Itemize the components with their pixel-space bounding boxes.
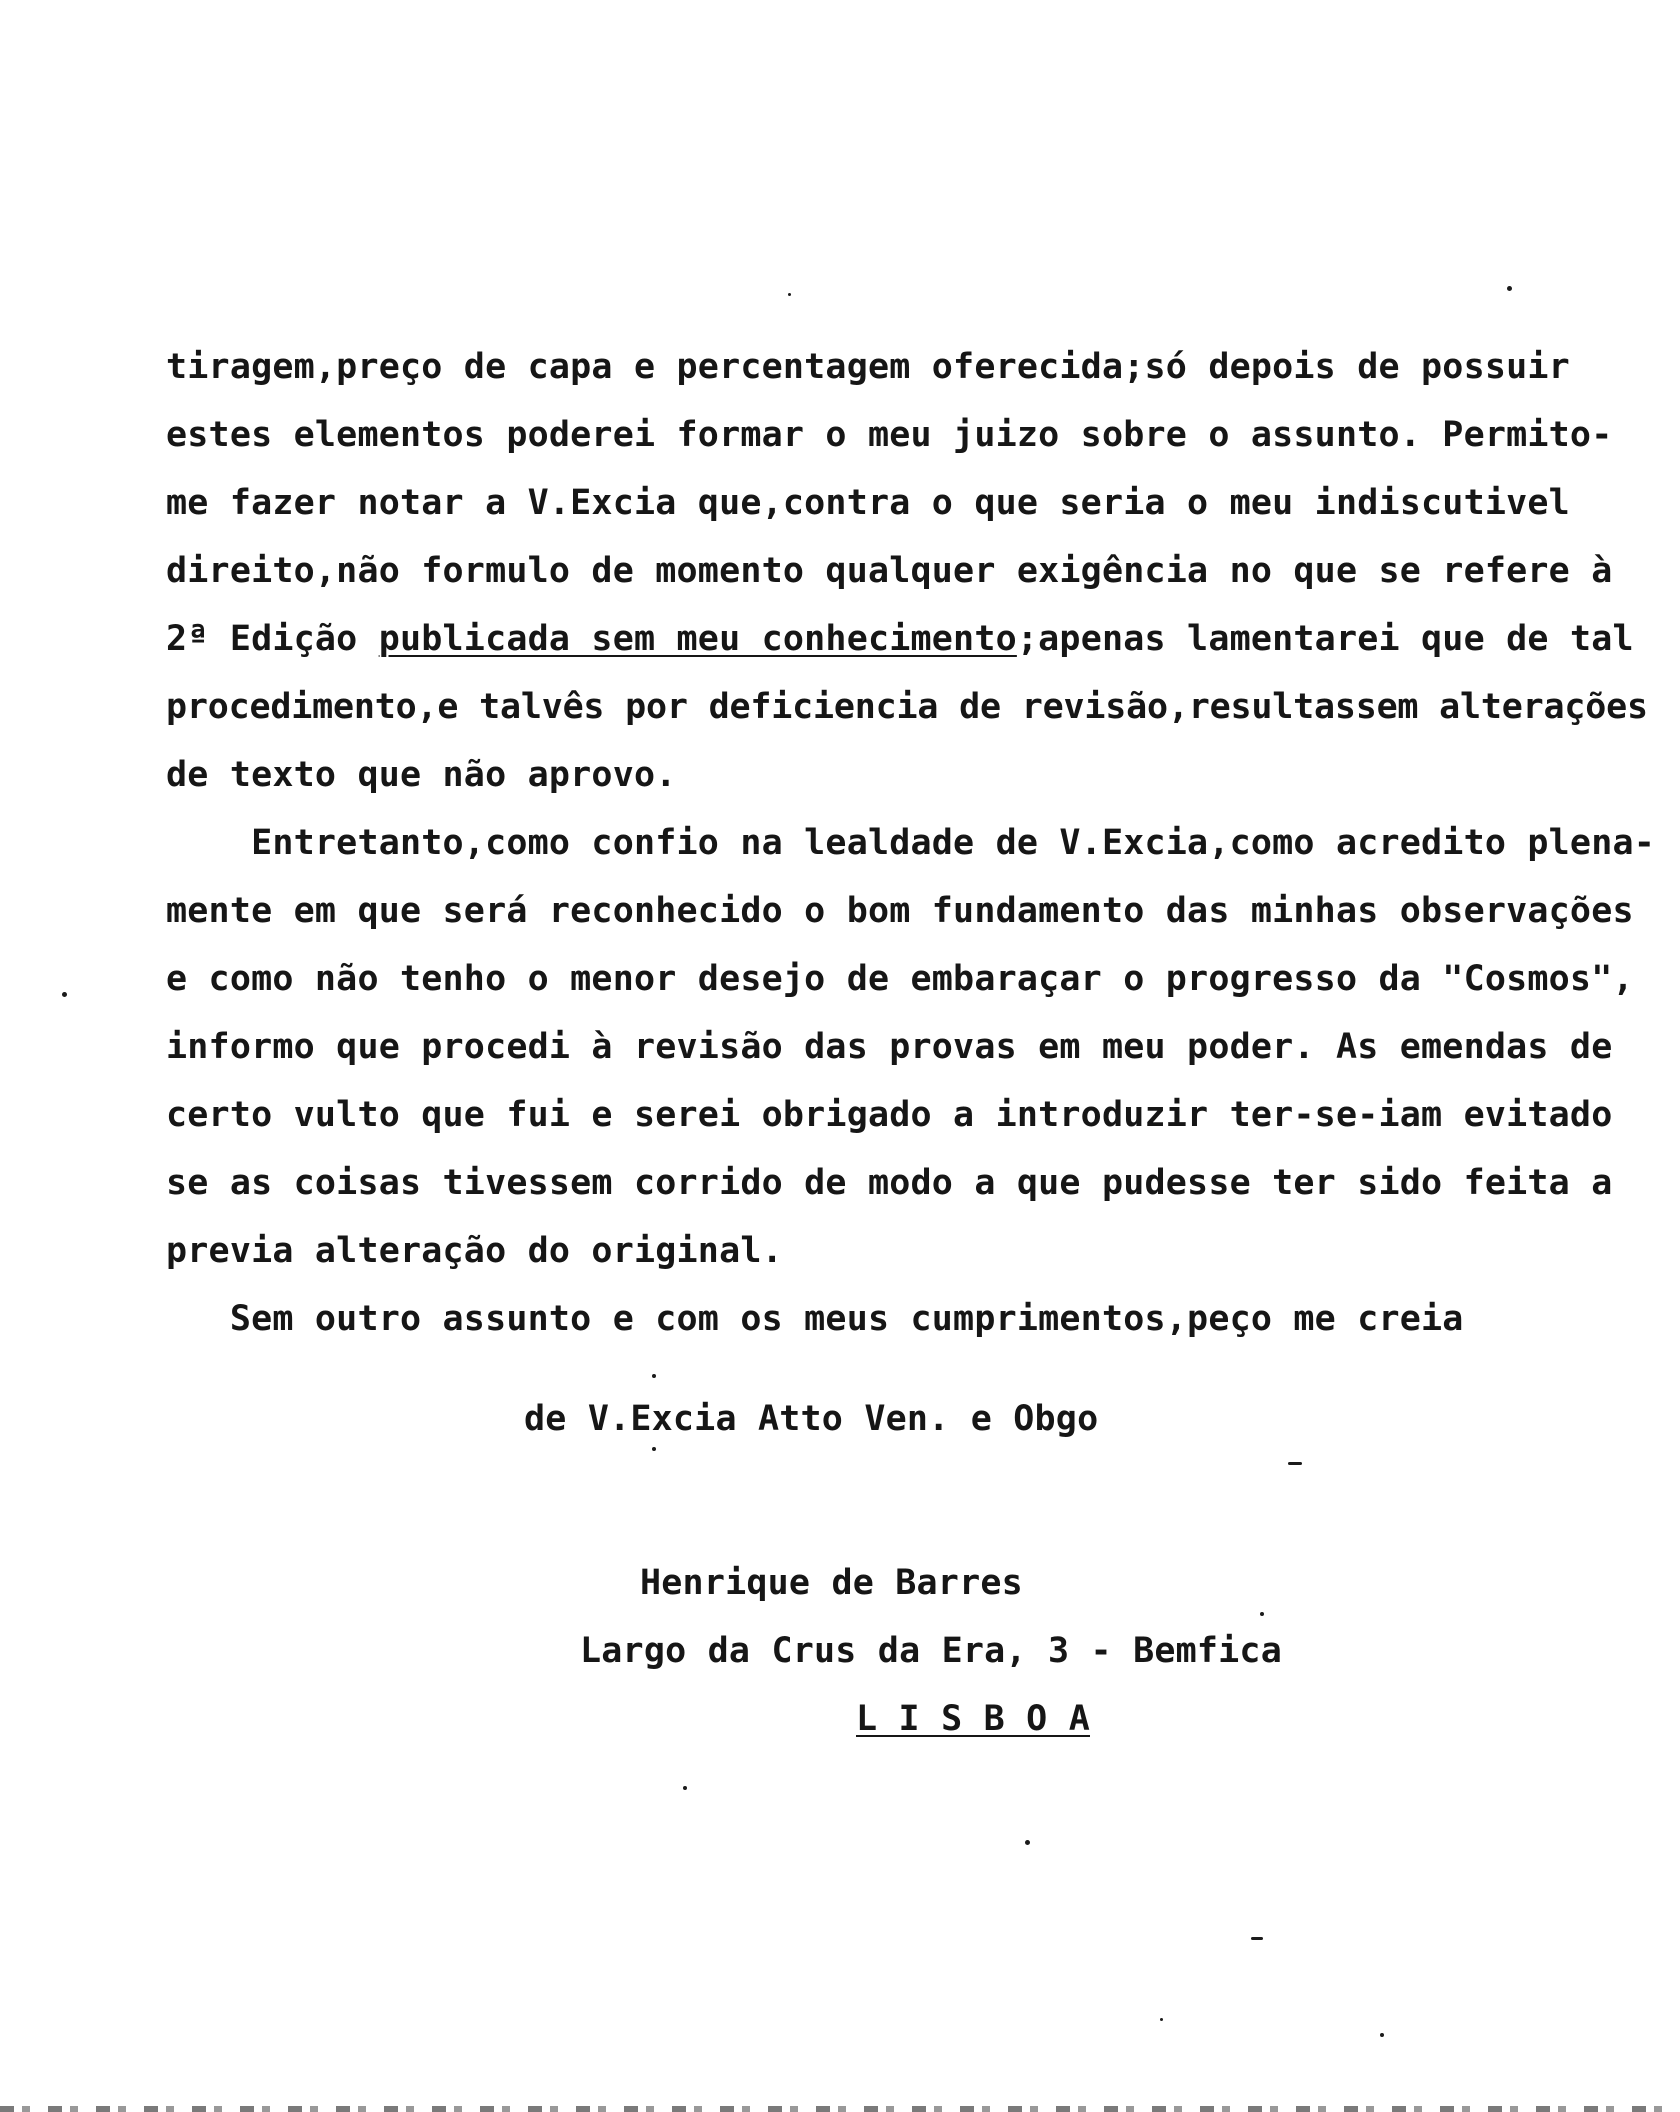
address-line: Largo da Crus da Era, 3 - Bemfica	[580, 1631, 1282, 1671]
body-line-9: mente em que será reconhecido o bom fundamento das minhas observações	[166, 891, 1634, 931]
body-line-8: Entretanto,como confio na lealdade de V.Excia,como acredito plena-	[166, 823, 1656, 863]
scan-speck	[1288, 1462, 1302, 1465]
body-line-3: me fazer notar a V.Excia que,contra o que seria o meu indiscutivel	[166, 483, 1570, 523]
scan-speck	[683, 1786, 687, 1790]
scan-speck	[1260, 1612, 1264, 1616]
body-line-13: se as coisas tivessem corrido de modo a que pudesse ter sido feita a	[166, 1163, 1613, 1203]
scan-speck	[652, 1447, 656, 1451]
body-line-7: de texto que não aprovo.	[166, 755, 677, 795]
closing-line: de V.Excia Atto Ven. e Obgo	[524, 1399, 1099, 1439]
body-line-15: Sem outro assunto e com os meus cumprimentos,peço me creia	[166, 1299, 1464, 1339]
body-line-4: direito,não formulo de momento qualquer exigência no que se refere à	[166, 551, 1613, 591]
body-line-5-start: 2ª Edição	[166, 619, 379, 659]
scan-speck	[652, 1374, 656, 1378]
signature-name: Henrique de Barres	[640, 1563, 1023, 1603]
scan-speck	[788, 293, 791, 296]
body-line-10: e como não tenho o menor desejo de embaraçar o progresso da "Cosmos",	[166, 959, 1634, 999]
scan-speck	[1025, 1840, 1030, 1845]
city-line: L I S B O A	[856, 1699, 1090, 1739]
body-line-14: previa alteração do original.	[166, 1231, 783, 1271]
scan-speck	[62, 992, 67, 997]
body-line-5	[166, 617, 1634, 661]
body-line-1: tiragem,preço de capa e percentagem oferecida;só depois de possuir	[166, 347, 1570, 387]
scan-bottom-edge	[0, 2106, 1680, 2112]
scan-speck	[1160, 2018, 1163, 2021]
body-line-12: certo vulto que fui e serei obrigado a introduzir ter-se-iam evitado	[166, 1095, 1613, 1135]
scan-speck	[1251, 1937, 1263, 1940]
body-line-5-end: ;apenas lamentarei que de tal	[1016, 619, 1634, 659]
body-line-6: procedimento,e talvês por deficiencia de revisão,resultassem alterações	[166, 687, 1648, 727]
body-line-2: estes elementos poderei formar o meu juizo sobre o assunto. Permito-	[166, 415, 1613, 455]
underlined-phrase: publicada sem meu conhecimento	[378, 619, 1017, 659]
body-line-11: informo que procedi à revisão das provas em meu poder. As emendas de	[166, 1027, 1613, 1067]
scan-speck	[1507, 286, 1512, 291]
scan-speck	[1380, 2033, 1384, 2037]
